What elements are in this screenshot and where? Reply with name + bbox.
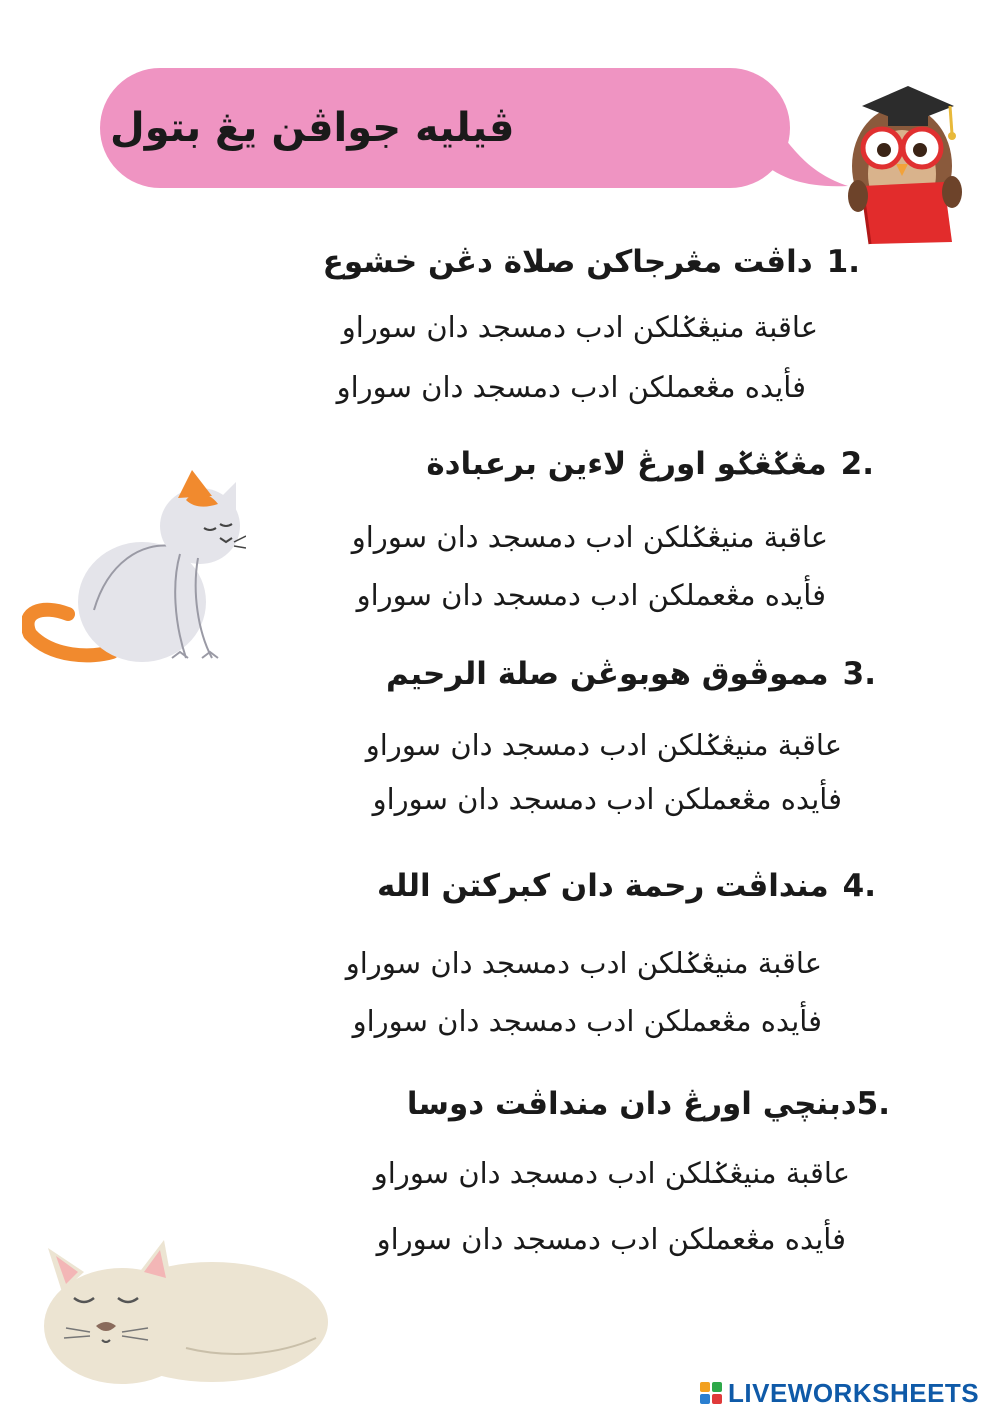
- liveworksheets-brand[interactable]: [700, 1378, 979, 1408]
- question-text: مڠݢڠݢو اورڠ لاءين برعبادة: [426, 446, 827, 482]
- option-benefit[interactable]: فأيده مڠعملكن ادب دمسجد دان سوراو: [336, 370, 806, 404]
- question-3: [256, 656, 876, 836]
- option-consequence[interactable]: عاقبة منيڠݢلكن ادب دمسجد دان سوراو: [345, 946, 822, 980]
- option-benefit[interactable]: فأيده مڠعملكن ادب دمسجد دان سوراو: [352, 1004, 822, 1038]
- question-text: منداڤت رحمة دان كبركتن الله: [376, 868, 829, 904]
- bubble-tail: [760, 100, 850, 190]
- option-benefit[interactable]: فأيده مڠعملكن ادب دمسجد دان سوراو: [376, 1222, 846, 1256]
- question-1: [260, 244, 860, 414]
- option-benefit[interactable]: فأيده مڠعملكن ادب دمسجد دان سوراو: [372, 782, 842, 816]
- question-text: مموڤوق هوبوڠن صلة الرحيم: [386, 656, 829, 692]
- cat-sitting-icon: [22, 462, 246, 668]
- question-heading: [377, 868, 876, 904]
- question-heading: [426, 446, 874, 482]
- option-consequence[interactable]: عاقبة منيڠݢلكن ادب دمسجد دان سوراو: [373, 1156, 850, 1190]
- question-2: [254, 446, 874, 626]
- worksheet-title: ڤيليه جواڤن يڠ بتول: [110, 105, 515, 151]
- question-number: 1.: [826, 244, 860, 280]
- question-heading: [407, 1086, 890, 1122]
- question-text: دبنچي اورڠ دان منداڤت دوسا: [406, 1086, 857, 1122]
- question-number: 3.: [842, 656, 876, 692]
- liveworksheets-logo-icon: [700, 1382, 722, 1404]
- question-text: داڤت مڠرجاكن صلاة دڠن خشوع: [322, 244, 813, 280]
- cat-sleeping-icon: [26, 1228, 332, 1388]
- question-4: [256, 868, 876, 1048]
- question-heading: [323, 244, 860, 280]
- owl-graduate-icon: [840, 66, 970, 246]
- question-number: 2.: [840, 446, 874, 482]
- question-5: [270, 1086, 890, 1266]
- option-consequence[interactable]: عاقبة منيڠݢلكن ادب دمسجد دان سوراو: [365, 728, 842, 762]
- question-number: 5.: [856, 1086, 890, 1122]
- brand-name: LIVEWORKSHEETS: [728, 1377, 980, 1408]
- option-benefit[interactable]: فأيده مڠعملكن ادب دمسجد دان سوراو: [356, 578, 826, 612]
- option-consequence[interactable]: عاقبة منيڠݢلكن ادب دمسجد دان سوراو: [341, 310, 818, 344]
- question-heading: [386, 656, 876, 692]
- question-number: 4.: [842, 868, 876, 904]
- option-consequence[interactable]: عاقبة منيڠݢلكن ادب دمسجد دان سوراو: [351, 520, 828, 554]
